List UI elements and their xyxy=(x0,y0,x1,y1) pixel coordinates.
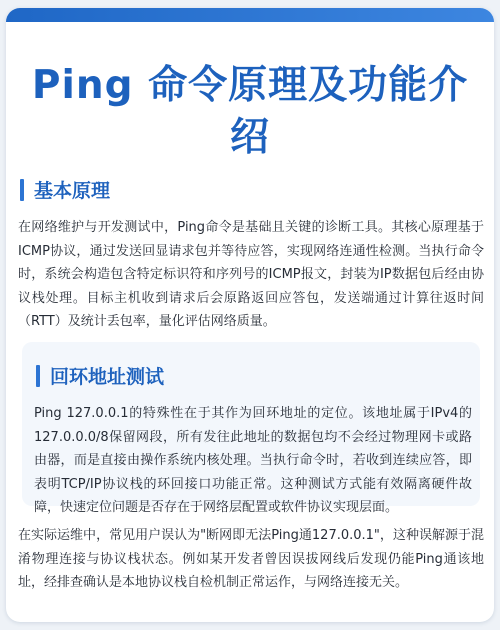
section-basic-title: 基本原理 xyxy=(34,180,111,202)
article-card xyxy=(6,8,494,622)
section-loopback-title: 回环地址测试 xyxy=(50,366,165,388)
section-basic-heading xyxy=(20,176,110,203)
section-accent-bar xyxy=(36,365,40,387)
page-title: Ping 命令原理及功能介绍 xyxy=(31,63,469,160)
top-accent-stripe xyxy=(6,8,494,22)
section-basic-text: 在网络维护与开发测试中，Ping命令是基础且关键的诊断工具。其核心原理基于ICMP协议，通过发送回显请求包并等待应答，实现网络连通性检测。当执行命令时，系统会构造包含特定标识符和序列号的ICMP报文，封装为IP数据包后经由协议栈处理。目标主机收到请求后会原路返回应答包，发送端通过计算往返时间（RTT）及统计丢包率，量化评估网络质量。 xyxy=(18,220,484,329)
section-loopback-heading xyxy=(36,362,164,389)
closing-text: 在实际运维中，常见用户误认为"断网即无法Ping通127.0.0.1"，这种误解源于混淆物理连接与协议栈状态。例如某开发者曾因误拔网线后发现仍能Ping通该地址，经排查确认是本地协议栈自检机制正常运作，与网络连接无关。 xyxy=(18,528,484,590)
loopback-card xyxy=(22,342,480,515)
section-loopback-text: Ping 127.0.0.1的特殊性在于其作为回环地址的定位。该地址属于IPv4的127.0.0.0/8保留网段，所有发往此地址的数据包均不会经过物理网卡或路由器，而是直接由操作系统内核处理。当执行命令时，若收到连续应答，即表明TCP/IP协议栈的环回接口功能正常。这种测试方式能有效隔离硬件故障，快速定位问题是否存在于网络层配置或软件协议实现层面。 xyxy=(34,406,472,515)
section-accent-bar xyxy=(20,179,24,201)
